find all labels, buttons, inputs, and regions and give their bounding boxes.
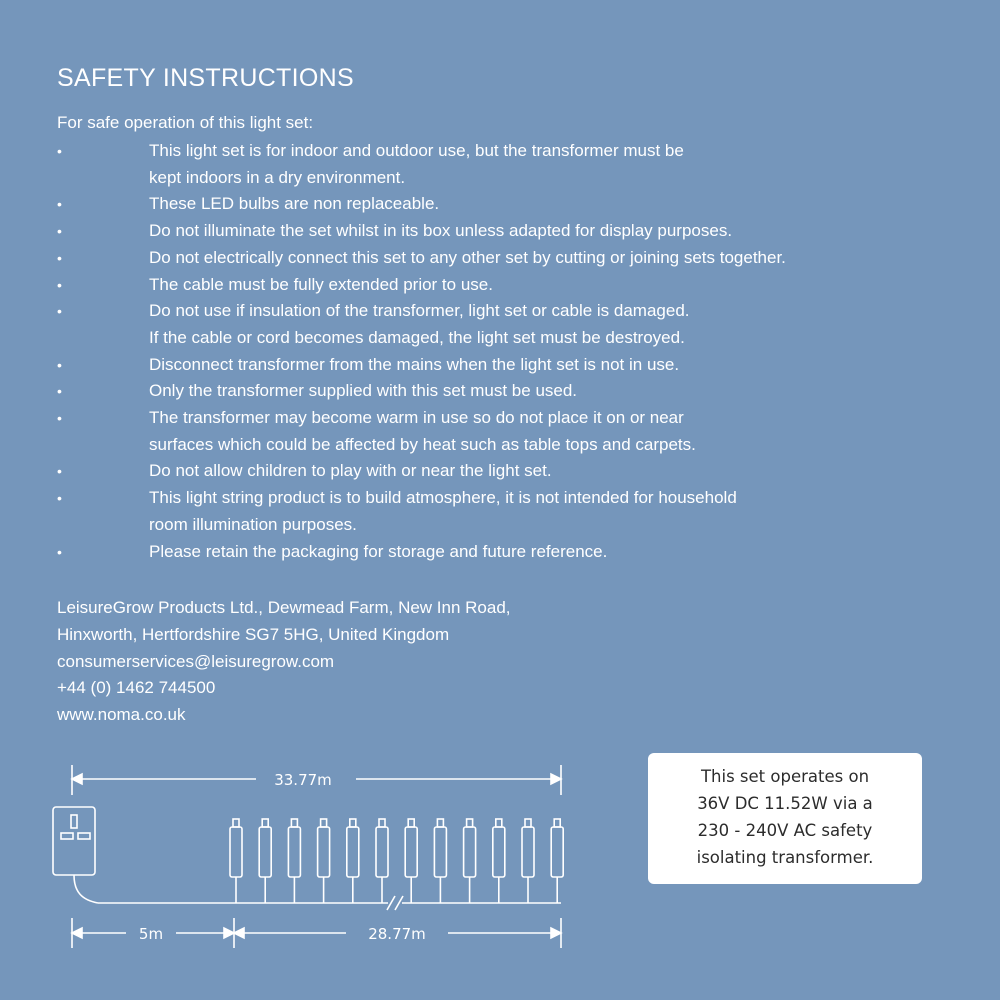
safety-instruction-text: The cable must be fully extended prior to use. bbox=[149, 274, 493, 294]
led-bulb-icon bbox=[347, 819, 359, 903]
page-title: SAFETY INSTRUCTIONS bbox=[57, 64, 354, 92]
led-bulb-icon bbox=[259, 819, 271, 903]
bullet-icon: • bbox=[57, 276, 62, 293]
arrowhead-left-icon bbox=[72, 774, 82, 784]
power-note-line-1: This set operates on bbox=[700, 767, 870, 786]
power-note-line-2: 36V DC 11.52W via a bbox=[697, 794, 873, 813]
bullet-icon: • bbox=[57, 143, 62, 159]
intro-text: For safe operation of this light set: bbox=[57, 113, 314, 132]
led-bulb-icon bbox=[318, 819, 330, 903]
safety-instruction-text: Do not use if insulation of the transformer, light set or cable is damaged. If the cable or cord becomes damaged, the light set must be destroyed. bbox=[149, 301, 690, 347]
bullet-icon: • bbox=[57, 463, 62, 480]
arrowhead-right-icon bbox=[551, 774, 561, 784]
safety-instruction-text: This light string product is to build atmosphere, it is not intended for household room illumination purposes. bbox=[149, 488, 737, 534]
led-bulb-icon bbox=[493, 819, 505, 903]
arrowhead-left-icon bbox=[72, 928, 82, 938]
safety-instruction-text: Do not electrically connect this set to any other set by cutting or joining sets together. bbox=[149, 247, 786, 267]
cable-break-icon bbox=[387, 896, 403, 910]
bullet-icon: • bbox=[57, 543, 62, 560]
led-bulb-icon bbox=[288, 819, 300, 903]
bullet-icon: • bbox=[57, 490, 62, 507]
power-note-line-3: 230 - 240V AC safety bbox=[697, 821, 873, 840]
led-bulb-icon bbox=[230, 819, 242, 903]
safety-instruction-text: Do not illuminate the set whilst in its box unless adapted for display purposes. bbox=[149, 221, 733, 241]
arrowhead-right-icon bbox=[551, 928, 561, 938]
arrowhead-left-icon bbox=[234, 928, 244, 938]
led-bulb-icon bbox=[405, 819, 417, 903]
bullet-icon: • bbox=[57, 223, 62, 240]
safety-instruction-text: This light set is for indoor and outdoor use, but the transformer must be kept indoors in a dry environment. bbox=[149, 141, 684, 187]
contact-email: consumerservices@leisuregrow.com bbox=[57, 651, 335, 671]
bulb-row bbox=[230, 819, 563, 903]
safety-instruction-text: Please retain the packaging for storage and future reference. bbox=[149, 541, 608, 561]
bullet-icon: • bbox=[57, 249, 62, 266]
bullet-icon: • bbox=[57, 383, 62, 400]
bullet-icon: • bbox=[57, 410, 62, 427]
safety-instruction-text: Do not allow children to play with or near the light set. bbox=[149, 461, 552, 481]
led-bulb-icon bbox=[522, 819, 534, 903]
safety-instruction-text: These LED bulbs are non replaceable. bbox=[149, 194, 440, 214]
safety-instruction-text: Disconnect transformer from the mains when the light set is not in use. bbox=[149, 354, 680, 374]
lit-length-label: 28.77m bbox=[368, 925, 426, 943]
led-bulb-icon bbox=[434, 819, 446, 903]
bullet-icon: • bbox=[57, 196, 62, 213]
bullet-icon: • bbox=[57, 303, 62, 320]
plug-transformer-icon bbox=[53, 807, 98, 903]
power-note-line-4: isolating transformer. bbox=[696, 848, 874, 867]
safety-instruction-text: The transformer may become warm in use so do not place it on or near surfaces which could be affected by heat such as table tops and carpets. bbox=[149, 408, 696, 454]
safety-instruction-text: Only the transformer supplied with this set must be used. bbox=[149, 381, 578, 401]
bullet-icon: • bbox=[57, 356, 62, 373]
total-length-label: 33.77m bbox=[274, 771, 332, 789]
contact-website: www.noma.co.uk bbox=[57, 705, 186, 725]
address-line-1: LeisureGrow Products Ltd., Dewmead Farm, New Inn Road, bbox=[57, 598, 511, 617]
led-bulb-icon bbox=[464, 819, 476, 903]
lead-length-label: 5m bbox=[138, 925, 164, 943]
led-bulb-icon bbox=[376, 819, 388, 903]
contact-phone: +44 (0) 1462 744500 bbox=[57, 678, 216, 698]
address-line-2: Hinxworth, Hertfordshire SG7 5HG, United Kingdom bbox=[57, 624, 450, 644]
led-bulb-icon bbox=[551, 819, 563, 903]
